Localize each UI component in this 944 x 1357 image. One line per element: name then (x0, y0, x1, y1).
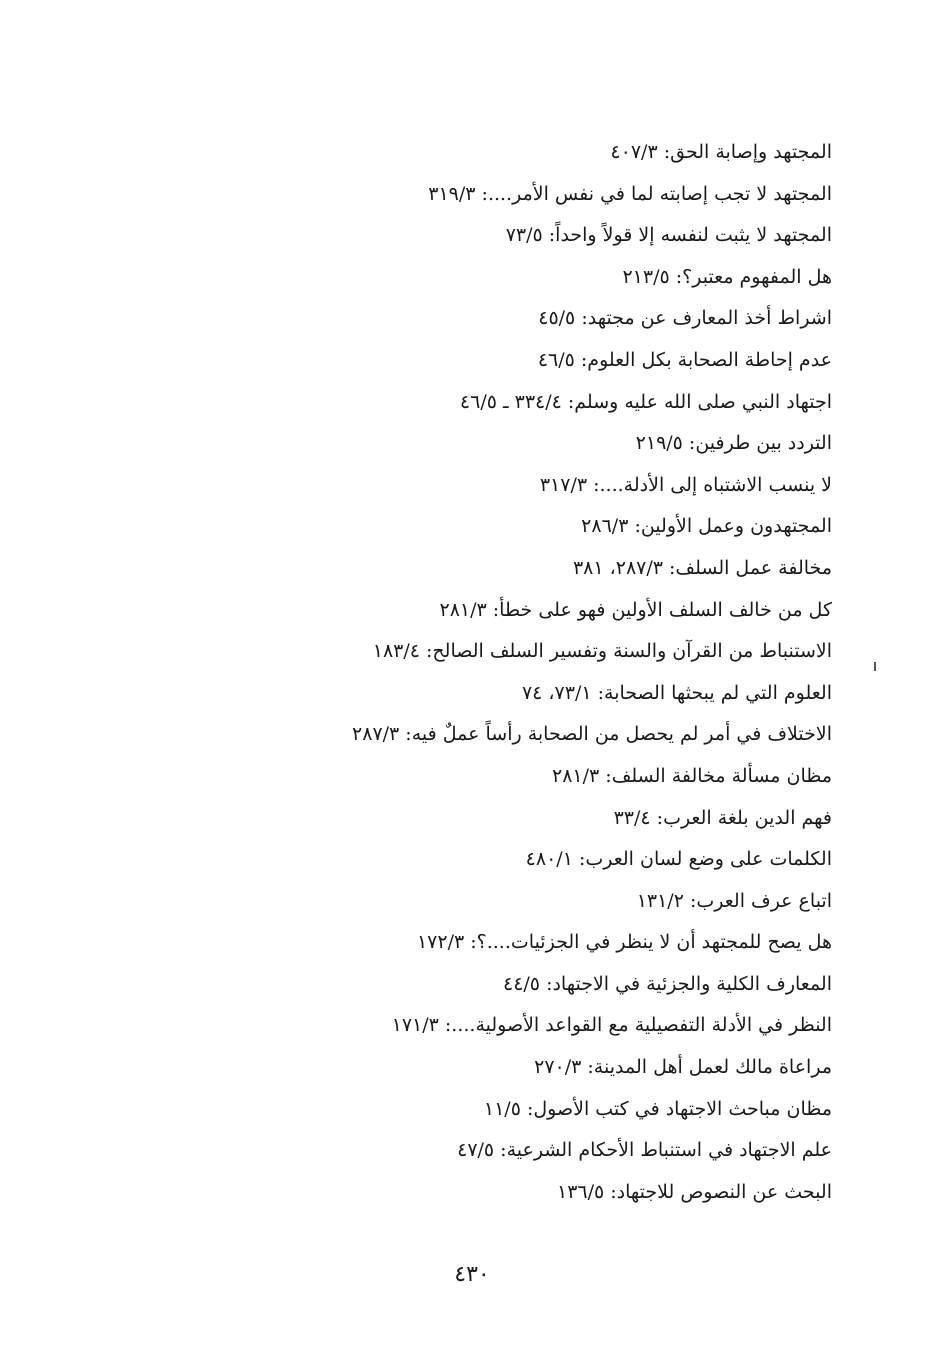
index-entry: مظان مسألة مخالفة السلف: ٢٨١/٣ (552, 764, 832, 787)
index-entry: مراعاة مالك لعمل أهل المدينة: ٢٧٠/٣ (534, 1056, 832, 1079)
index-entry: المجتهدون وعمل الأولين: ٢٨٦/٣ (581, 515, 832, 538)
index-entry: علم الاجتهاد في استنباط الأحكام الشرعية: ٤٧/٥ (457, 1139, 832, 1162)
index-entry: التردد بين طرفين: ٢١٩/٥ (635, 432, 832, 455)
index-entry: هل يصح للمجتهد أن لا ينظر في الجزئيات....؟: ١٧٢/٣ (416, 931, 832, 954)
index-entry: العلوم التي لم يبحثها الصحابة: ٧٣/١، ٧٤ (521, 681, 832, 704)
index-entry: الكلمات على وضع لسان العرب: ٤٨٠/١ (525, 848, 832, 871)
index-entry: الاختلاف في أمر لم يحصل من الصحابة رأساً عملٌ فيه: ٢٨٧/٣ (352, 723, 832, 746)
index-entry: اتباع عرف العرب: ١٣١/٢ (636, 889, 832, 912)
index-entry: كل من خالف السلف الأولين فهو على خطأ: ٢٨١/٣ (439, 598, 832, 621)
index-entry: المجتهد لا تجب إصابته لما في نفس الأمر....: ٣١٩/٣ (428, 182, 832, 205)
index-entry: فهم الدين بلغة العرب: ٣٣/٤ (613, 806, 832, 829)
index-entry: الاستنباط من القرآن والسنة وتفسير السلف الصالح: ١٨٣/٤ (372, 640, 832, 663)
index-entry: هل المفهوم معتبر؟: ٢١٣/٥ (622, 265, 832, 288)
index-entry: النظر في الأدلة التفصيلية مع القواعد الأصولية....: ١٧١/٣ (391, 1014, 832, 1037)
index-entry: المجتهد وإصابة الحق: ٤٠٧/٣ (610, 141, 832, 163)
index-list (272, 132, 832, 1213)
index-entry: اشراط أخذ المعارف عن مجتهد: ٤٥/٥ (538, 307, 832, 330)
index-entry: المعارف الكلية والجزئية في الاجتهاد: ٤٤/٥ (503, 972, 832, 995)
index-entry: عدم إحاطة الصحابة بكل العلوم: ٤٦/٥ (537, 348, 832, 371)
index-entry: اجتهاد النبي صلى الله عليه وسلم: ٣٣٤/٤ ـ ٤٦/٥ (459, 390, 832, 413)
margin-mark (874, 662, 876, 671)
index-entry: البحث عن النصوص للاجتهاد: ١٣٦/٥ (557, 1180, 832, 1203)
index-entry: مخالفة عمل السلف: ٢٨٧/٣، ٣٨١ (572, 556, 832, 579)
page-number: ٤٣٠ (454, 1262, 490, 1287)
index-entry: لا ينسب الاشتباه إلى الأدلة....: ٣١٧/٣ (539, 473, 832, 496)
index-entry: مظان مباحث الاجتهاد في كتب الأصول: ١١/٥ (483, 1097, 832, 1120)
index-entry: المجتهد لا يثبت لنفسه إلا قولاً واحداً: ٧٣/٥ (505, 224, 832, 247)
